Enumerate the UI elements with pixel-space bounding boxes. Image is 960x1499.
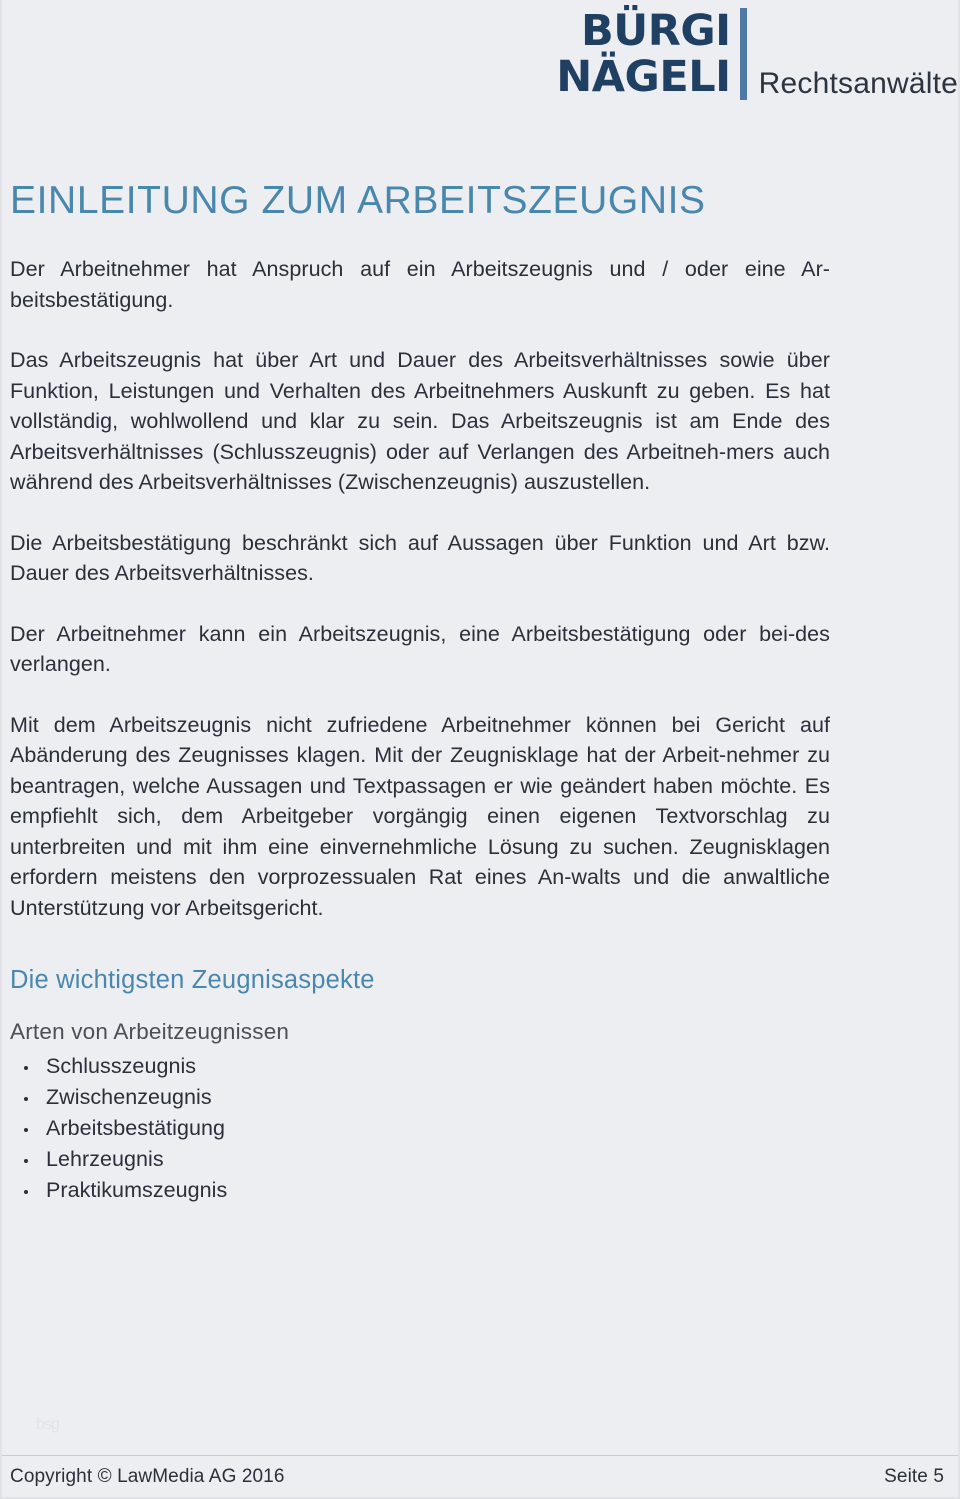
list-item: Praktikumszeugnis bbox=[46, 1175, 830, 1206]
paragraph-2: Das Arbeitszeugnis hat über Art und Dauer des Arbeitsverhältnisses sowie über Funktion, Leistungen und Verhalten des Arbeitnehmers Auskunft zu geben. Es hat vollständig, wohlwollend und klar zu sein. Das Arbeitszeugnis ist am Ende des Arbeitsverhältnisses (Schlusszeugnis) oder auf Verlangen des Arbeitneh-mers auch während des Arbeitsverhältnisses (Zwischenzeugnis) auszustellen. bbox=[10, 348, 830, 494]
watermark: bsg bbox=[36, 1416, 59, 1433]
logo-divider-rule bbox=[740, 8, 747, 100]
paragraph-1: Der Arbeitnehmer hat Anspruch auf ein Arbeitszeugnis und / oder eine Ar-beitsbestätigung. bbox=[10, 257, 830, 312]
document-content bbox=[10, 178, 830, 1206]
list-item: Zwischenzeugnis bbox=[46, 1082, 830, 1113]
logo-inner bbox=[556, 8, 958, 104]
footer-copyright: Copyright © LawMedia AG 2016 bbox=[10, 1465, 285, 1487]
page-title: EINLEITUNG ZUM ARBEITSZEUGNIS bbox=[10, 179, 706, 222]
page-footer bbox=[2, 1455, 958, 1497]
logo-wordmark bbox=[556, 8, 730, 104]
paragraph-4: Der Arbeitnehmer kann ein Arbeitszeugnis, eine Arbeitsbestätigung oder bei-des verlangen. bbox=[10, 621, 830, 676]
logo-line-1: BÜRGI bbox=[581, 6, 731, 56]
paragraph-3: Die Arbeitsbestätigung beschränkt sich auf Aussagen über Funktion und Art bzw. Dauer des Arbeitsverhältnisses. bbox=[10, 530, 830, 585]
list-item: Arbeitsbestätigung bbox=[46, 1113, 830, 1144]
brand-logo bbox=[538, 8, 958, 118]
logo-line-2: NÄGELI bbox=[556, 52, 731, 102]
logo-subtitle: Rechtsanwälte bbox=[758, 67, 958, 100]
section-subheading: Die wichtigsten Zeugnisaspekte bbox=[10, 966, 375, 994]
list-item: Lehrzeugnis bbox=[46, 1144, 830, 1175]
list-heading: Arten von Arbeitzeugnissen bbox=[10, 1019, 290, 1044]
list-item: Schlusszeugnis bbox=[46, 1051, 830, 1082]
paragraph-5: Mit dem Arbeitszeugnis nicht zufriedene Arbeitnehmer können bei Gericht auf Abänderung des Zeugnisses klagen. Mit der Zeugnisklage hat der Arbeit-nehmer zu beantragen, welche Aussagen und Textpassagen er wie geändert haben möchte. Es empfiehlt sich, dem Arbeitgeber vorgängig einen eigenen Textvorschlag zu unterbreiten und mit ihm eine einvernehmliche Lösung zu suchen. Zeugnisklagen erfordern meistens den vorprozessualen Rat eines An-walts und die anwaltliche Unterstützung vor Arbeitsgericht. bbox=[10, 712, 830, 920]
footer-page-number: Seite 5 bbox=[884, 1465, 944, 1487]
types-list bbox=[10, 1051, 830, 1206]
